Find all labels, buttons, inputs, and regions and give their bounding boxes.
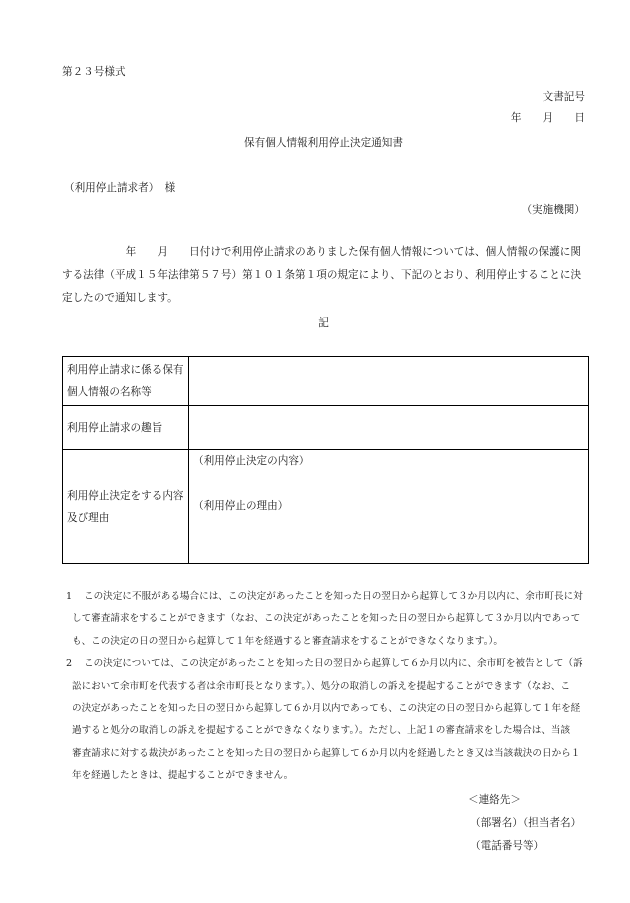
row-content xyxy=(189,357,589,406)
table-row xyxy=(63,357,589,406)
note-line: して審査請求をすることができます（なお、この決定があったことを知った日の翌日から起算して３か月以内であって xyxy=(72,613,581,625)
note-item xyxy=(62,586,585,653)
form-number: 第２３号様式 xyxy=(62,66,126,78)
row-label: 利用停止請求に係る保有個人情報の名称等 xyxy=(63,357,189,406)
note-line: 審査請求に対する裁決があったことを知った日の翌日から起算して６か月以内を経過したとき又は当該裁決の日から１ xyxy=(72,747,581,759)
contact-department: （部署名） xyxy=(470,817,523,829)
body-line: 定したので通知します。 xyxy=(62,292,178,304)
decision-content-label: （利用停止決定の内容） xyxy=(193,455,310,467)
note-line: も、この決定の日の翌日から起算して１年を経過すると審査請求をすることができなくなります。）。 xyxy=(72,635,503,647)
notes-section xyxy=(62,586,585,788)
table-row xyxy=(63,406,589,450)
note-item xyxy=(62,653,585,787)
row-label: 利用停止決定をする内容及び理由 xyxy=(63,450,189,564)
contact-names-line xyxy=(470,812,581,835)
note-line xyxy=(62,653,585,675)
decision-reason-label: （利用停止の理由） xyxy=(193,500,289,512)
contact-person: （担当者名） xyxy=(522,817,582,829)
body-paragraph xyxy=(62,241,585,310)
detail-table xyxy=(62,356,589,564)
body-line: 年 月 日付けで利用停止請求のありました保有個人情報については、個人情報の保護に関 xyxy=(125,246,581,258)
note-text: この決定に不服がある場合には、この決定があったことを知った日の翌日から起算して３か月以内に、余市町長に対 xyxy=(84,591,583,602)
table-row xyxy=(63,450,589,564)
note-line xyxy=(62,586,585,608)
note-line: の決定があったことを知った日の翌日から起算して６か月以内であっても、この決定の日の翌日から起算して１年を経 xyxy=(72,702,581,714)
ki-heading: 記 xyxy=(318,317,329,329)
contact-block xyxy=(470,789,581,858)
note-line: 年を経過したときは、提起することができません。 xyxy=(72,770,294,782)
row-content xyxy=(189,450,589,564)
document-title: 保有個人情報利用停止決定通知書 xyxy=(244,137,403,149)
recipient-line: （利用停止請求者） 様 xyxy=(64,182,176,194)
contact-heading: ＜連絡先＞ xyxy=(468,794,521,806)
document-code: 文書記号 xyxy=(542,91,585,103)
contact-phone: （電話番号等） xyxy=(470,840,545,852)
note-line: 訟において余市町を代表する者は余市町長となります。）、処分の取消しの訴えを提起することができます（なお、こ xyxy=(72,680,571,692)
note-number: 1 xyxy=(66,591,73,602)
note-number: 2 xyxy=(66,658,73,670)
body-line: する法律（平成１５年法律第５７号）第１０１条第１項の規定により、下記のとおり、利用停止することに決 xyxy=(62,269,582,281)
row-label: 利用停止請求の趣旨 xyxy=(63,406,189,450)
row-content xyxy=(189,406,589,450)
note-text: この決定については、この決定があったことを知った日の翌日から起算して６か月以内に、余市町を被告として（訴 xyxy=(84,658,583,670)
agency-name: （実施機関） xyxy=(521,204,585,216)
note-line: 過すると処分の取消しの訴えを提起することができなくなります。）。ただし、上記１の審査請求をした場合は、当該 xyxy=(72,725,571,737)
date-line: 年 月 日 xyxy=(510,112,585,124)
